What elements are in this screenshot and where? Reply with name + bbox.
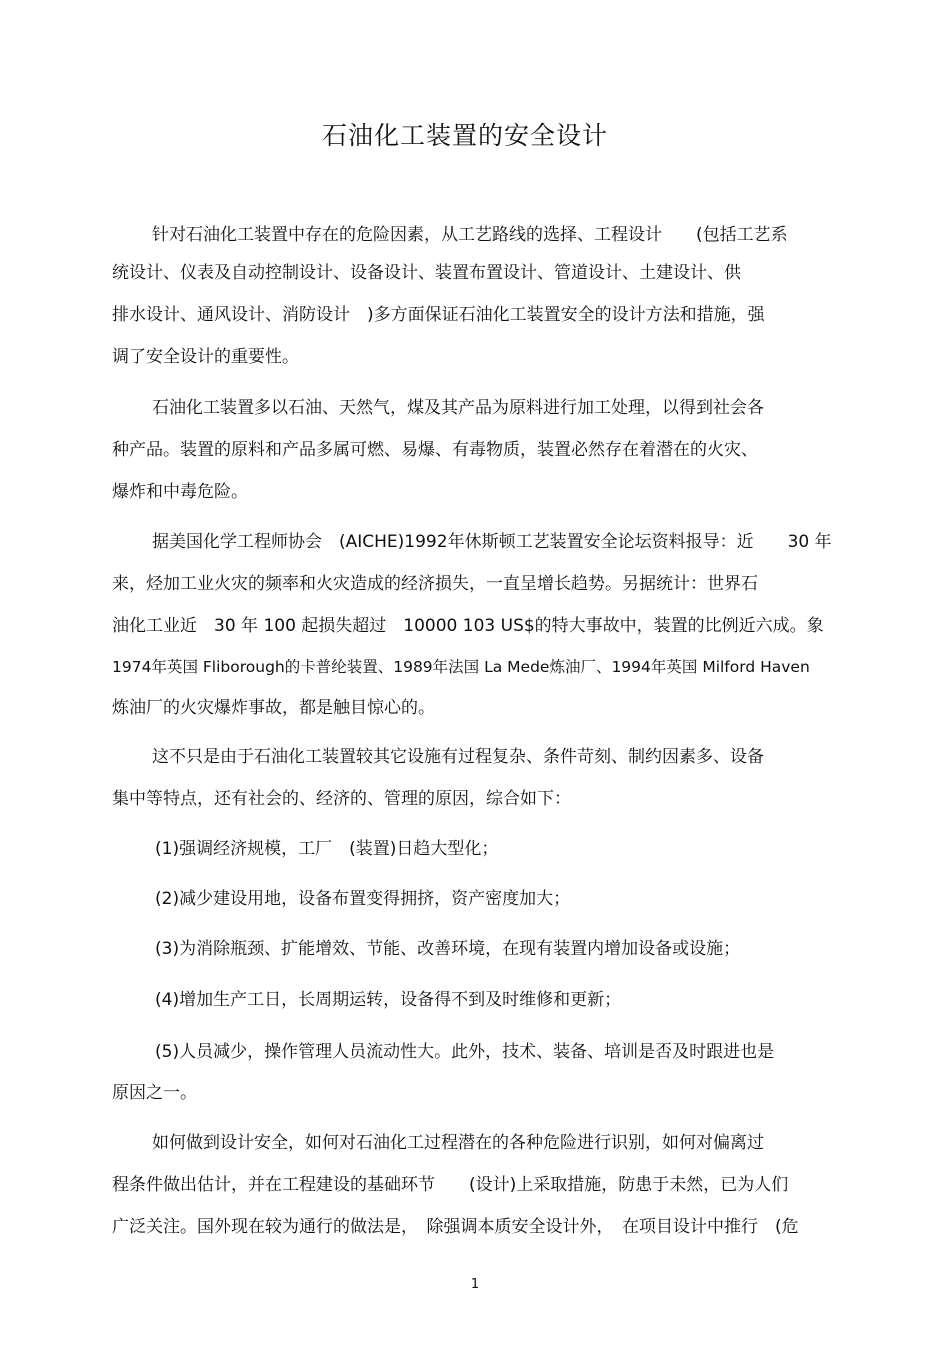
paragraph-4-line-2: 集中等特点，还有社会的、经济的、管理的原因，综合如下： xyxy=(112,789,571,809)
paragraph-1-line-3: 排水设计、通风设计、消防设计 )多方面保证石油化工装置安全的设计方法和措施，强 xyxy=(112,305,765,325)
paragraph-1-line-2: 统设计、仪表及自动控制设计、设备设计、装置布置设计、管道设计、土建设计、供 xyxy=(112,263,741,283)
paragraph-5-line-3: 广泛关注。国外现在较为通行的做法是， 除强调本质安全设计外， 在项目设计中推行 (危 xyxy=(112,1217,799,1237)
paragraph-4-line-1: 这不只是由于石油化工装置较其它设施有过程复杂、条件苛刻、制约因素多、设备 xyxy=(152,747,764,767)
paragraph-3-line-2: 来，烃加工业火灾的频率和火灾造成的经济损失，一直呈增长趋势。另据统计：世界石 xyxy=(112,574,758,594)
paragraph-1-line-4: 调了安全设计的重要性。 xyxy=(112,347,299,367)
paragraph-2-line-2: 种产品。装置的原料和产品多属可燃、易爆、有毒物质，装置必然存在着潜在的火灾、 xyxy=(112,440,758,460)
paragraph-3-line-4: 1974年英国 Fliborough的卡普纶装置、1989年法国 La Mede炼油厂、1994年英国 Milford Haven xyxy=(112,658,810,676)
list-item-4: (4)增加生产工日，长周期运转，设备得不到及时维修和更新； xyxy=(155,990,622,1010)
paragraph-2-line-3: 爆炸和中毒危险。 xyxy=(112,482,248,502)
list-item-2: (2)减少建设用地，设备布置变得拥挤，资产密度加大； xyxy=(155,889,571,909)
paragraph-3-line-3: 油化工业近 30 年 100 起损失超过 10000 103 US$的特大事故中，装置的比例近六成。象 xyxy=(112,616,824,636)
list-item-3: (3)为消除瓶颈、扩能增效、节能、改善环境，在现有装置内增加设备或设施； xyxy=(155,939,741,959)
paragraph-5-line-2: 程条件做出估计，并在工程建设的基础环节 (设计)上采取措施，防患于未然，已为人们 xyxy=(112,1175,789,1195)
paragraph-3-line-1: 据美国化学工程师协会 (AICHE)1992年休斯顿工艺装置安全论坛资料报导：近 30 年 xyxy=(152,532,832,552)
list-item-1: (1)强调经济规模，工厂 (装置)日趋大型化； xyxy=(155,839,499,859)
document-title: 石油化工装置的安全设计 xyxy=(321,121,608,150)
paragraph-3-line-5: 炼油厂的火灾爆炸事故，都是触目惊心的。 xyxy=(112,698,435,718)
list-item-5-line-2: 原因之一。 xyxy=(112,1083,197,1103)
page-number: 1 xyxy=(470,1277,480,1292)
paragraph-5-line-1: 如何做到设计安全，如何对石油化工过程潜在的各种危险进行识别，如何对偏离过 xyxy=(152,1133,764,1153)
list-item-5-line-1: (5)人员减少，操作管理人员流动性大。此外，技术、装备、培训是否及时跟进也是 xyxy=(155,1042,775,1062)
paragraph-2-line-1: 石油化工装置多以石油、天然气，煤及其产品为原料进行加工处理，以得到社会各 xyxy=(152,398,764,418)
paragraph-1-line-1: 针对石油化工装置中存在的危险因素，从工艺路线的选择、工程设计 (包括工艺系 xyxy=(152,225,788,245)
